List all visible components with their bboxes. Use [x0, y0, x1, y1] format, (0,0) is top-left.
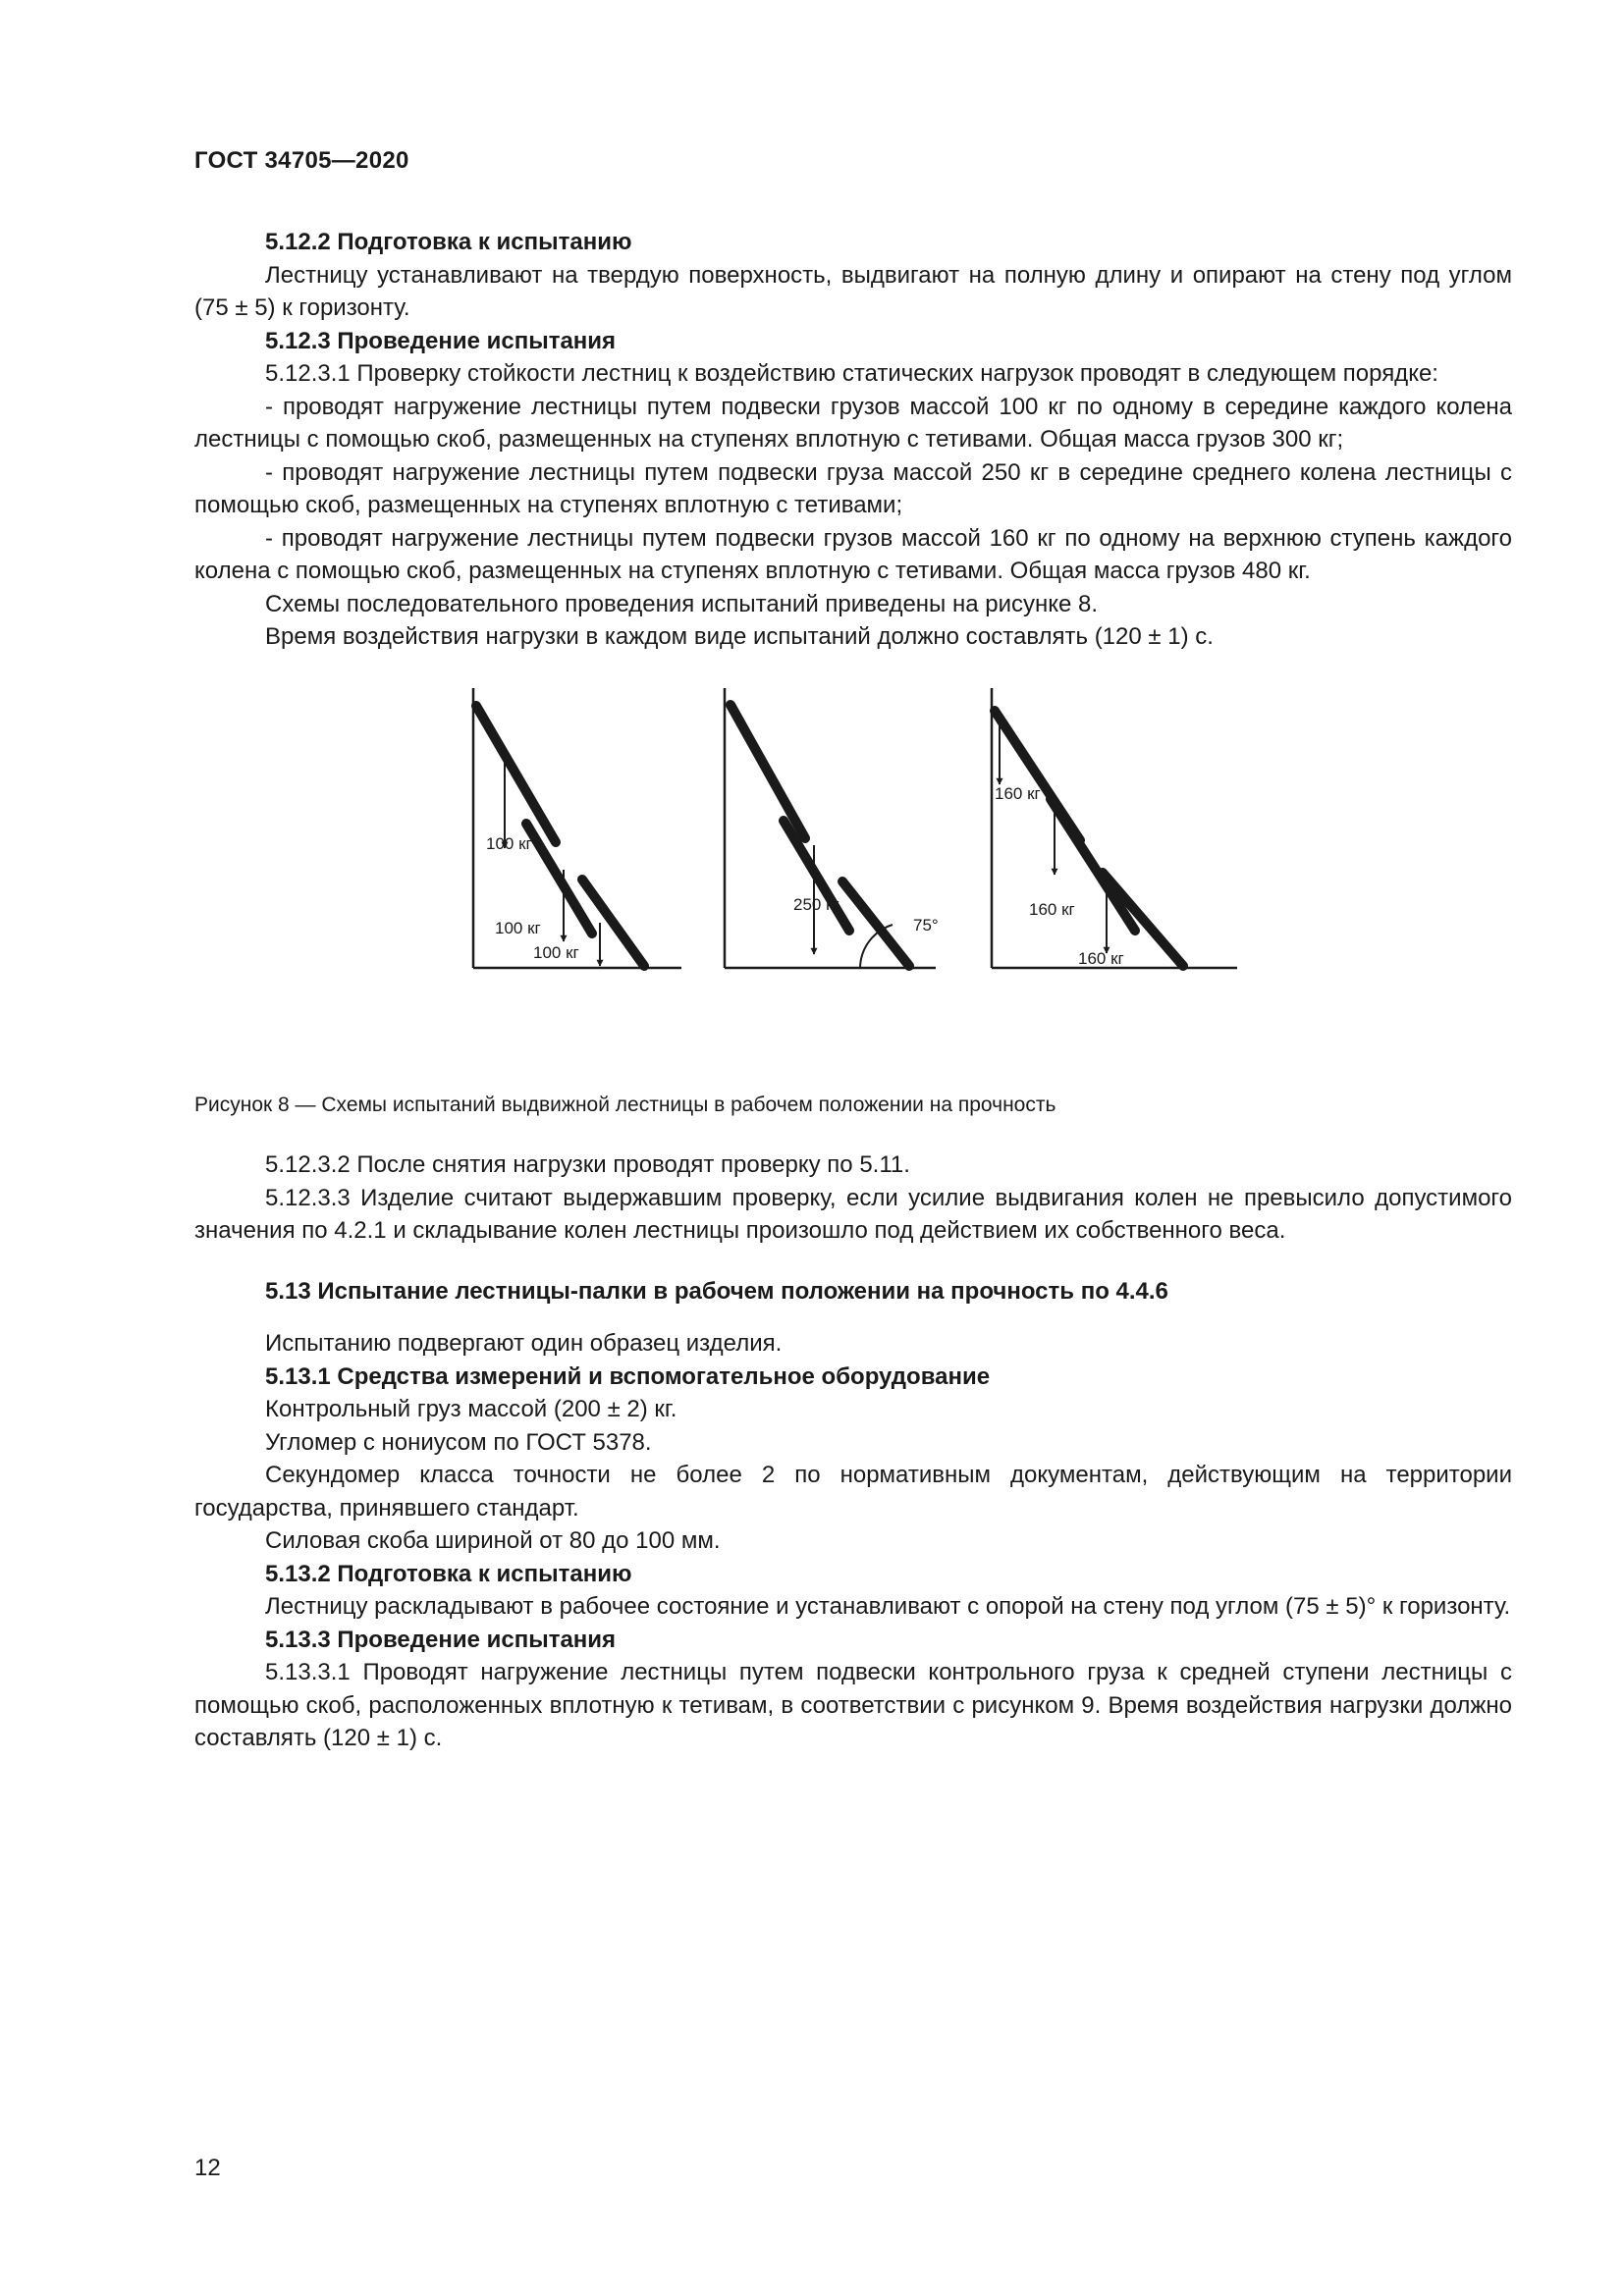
diagram-1: [473, 688, 681, 968]
page-number: 12: [194, 2155, 221, 2181]
load-label-2: 160 кг: [1029, 899, 1075, 919]
p-list-1: - проводят нагружение лестницы путем подвески грузов массой 100 кг по одному в середине каждого колена лестницы с помощью скоб, размещенных на ступенях вплотную с тетивами. Общая масса грузов 300 кг;: [194, 393, 1512, 453]
load-label-3: 160 кг: [1078, 948, 1124, 968]
p-5-12-3-3: 5.12.3.3 Изделие считают выдержавшим проверку, если усилие выдвигания колен не превысило допустимого значения по 4.2.1 и складывание колен лестницы произошло под действием их собственного веса.: [194, 1184, 1512, 1244]
figure-8: [194, 673, 1512, 1081]
diagram-2: [725, 688, 939, 968]
p-stopwatch: Секундомер класса точности не более 2 по нормативным документам, действующим на территории государства, принявшего стандарт.: [194, 1462, 1512, 1522]
h-5-12-3: 5.12.3 Проведение испытания: [265, 327, 617, 354]
angle-label: 75°: [913, 915, 939, 934]
p-5-13: Испытанию подвергают один образец изделия.: [265, 1330, 783, 1357]
section-5-12-text: [194, 226, 1512, 654]
load-label: 250 кг: [793, 894, 839, 914]
load-label-2: 100 кг: [495, 918, 541, 937]
ladder-section-upper: [731, 705, 805, 838]
p-5-12-2: Лестницу устанавливают на твердую поверхность, выдвигают на полную длину и опирают на стену под углом (75 ± 5) к горизонту.: [194, 261, 1512, 321]
ladder-section-lower: [842, 881, 909, 966]
h-5-13-1: 5.13.1 Средства измерений и вспомогательное оборудование: [265, 1362, 991, 1390]
ladder-section-lower: [582, 880, 644, 966]
p-5-12-3-1: 5.12.3.1 Проверку стойкости лестниц к воздействию статических нагрузок проводят в следующем порядке:: [265, 360, 1438, 387]
p-5-12-3-2: 5.12.3.2 После снятия нагрузки проводят проверку по 5.11.: [265, 1151, 910, 1178]
section-5-13-text: [194, 1148, 1512, 1755]
ladder-section-upper: [476, 706, 556, 842]
ladder-section-middle: [784, 821, 849, 931]
p-5-13-2: Лестницу раскладывают в рабочее состояние и устанавливают с опорой на стену под углом (75 ± 5)° к горизонту.: [265, 1593, 1511, 1620]
h-5-12-2: 5.12.2 Подготовка к испытанию: [265, 229, 632, 255]
p-goniometer: Угломер с нониусом по ГОСТ 5378.: [265, 1428, 652, 1456]
diagram-3: [992, 688, 1237, 968]
load-label-1: 160 кг: [995, 783, 1041, 803]
p-list-2: - проводят нагружение лестницы путем подвески груза массой 250 кг в середине среднего колена лестницы с помощью скоб, размещенных на ступенях вплотную с тетивами;: [194, 458, 1512, 518]
h-5-13-2: 5.13.2 Подготовка к испытанию: [265, 1560, 632, 1587]
h-5-13: 5.13 Испытание лестницы-палки в рабочем положении на прочность по 4.4.6: [265, 1277, 1168, 1305]
p-bracket: Силовая скоба шириной от 80 до 100 мм.: [265, 1527, 721, 1554]
load-label-3: 100 кг: [533, 942, 579, 962]
p-weight: Контрольный груз массой (200 ± 2) кг.: [265, 1396, 677, 1422]
figure-8-caption: Рисунок 8 — Схемы испытаний выдвижной лестницы в рабочем положении на прочность: [194, 1093, 1056, 1116]
p-5-13-3-1: 5.13.3.1 Проводят нагружение лестницы путем подвески контрольного груза к средней ступени лестницы с помощью скоб, расположенных вплотную к тетивам, в соответствии с рисунком 9. Время воздействия нагрузки должно составлять (120 ± 1) с.: [194, 1659, 1512, 1751]
document-code-header: ГОСТ 34705—2020: [194, 147, 409, 174]
load-label-1: 100 кг: [486, 833, 532, 853]
h-5-13-3: 5.13.3 Проведение испытания: [265, 1626, 617, 1653]
figure-8-diagrams: [194, 673, 1512, 1081]
p-schemes: Схемы последовательного проведения испытаний приведены на рисунке 8.: [265, 590, 1099, 617]
p-list-3: - проводят нагружение лестницы путем подвески грузов массой 160 кг по одному на верхнюю ступень каждого колена с помощью скоб, размещенных на ступенях вплотную с тетивами. Общая масса грузов 480 кг.: [194, 524, 1512, 584]
page-content: [194, 226, 1512, 1755]
p-duration: Время воздействия нагрузки в каждом виде испытаний должно составлять (120 ± 1) с.: [265, 623, 1214, 650]
